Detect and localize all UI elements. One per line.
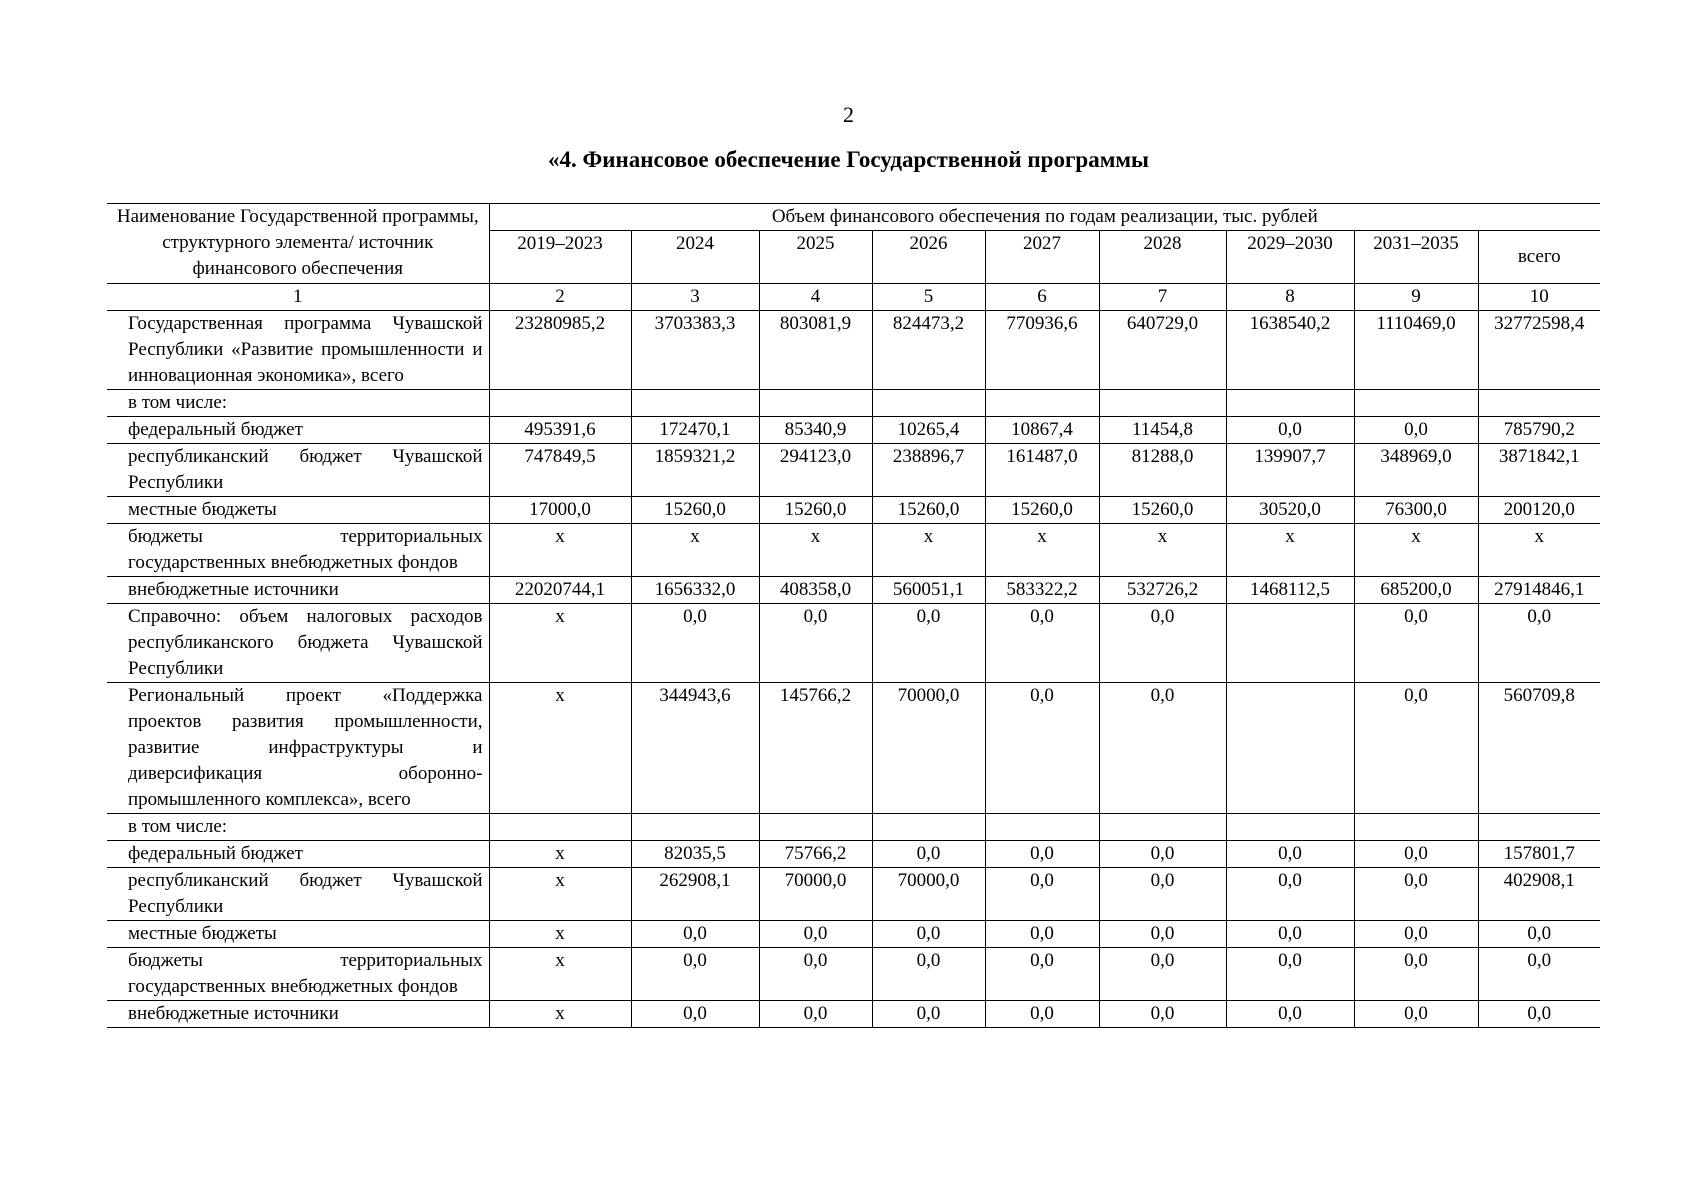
year-header: 2025 xyxy=(759,231,872,284)
value-cell xyxy=(872,814,985,841)
value-cell: 560051,1 xyxy=(872,577,985,604)
value-cell xyxy=(759,814,872,841)
value-cell xyxy=(1226,683,1354,814)
table-row xyxy=(107,524,1600,577)
value-cell: 0,0 xyxy=(1099,948,1226,1001)
value-cell: 1656332,0 xyxy=(631,577,759,604)
value-cell: 0,0 xyxy=(985,868,1099,921)
value-cell: 145766,2 xyxy=(759,683,872,814)
table-row xyxy=(107,683,1600,814)
header-volume-cell: Объем финансового обеспечения по годам реализации, тыс. рублей xyxy=(489,204,1600,231)
value-cell: 15260,0 xyxy=(631,497,759,524)
value-cell: х xyxy=(985,524,1099,577)
value-cell xyxy=(631,814,759,841)
value-cell: 0,0 xyxy=(985,921,1099,948)
value-cell: 17000,0 xyxy=(489,497,631,524)
value-cell: 0,0 xyxy=(872,841,985,868)
value-cell: 0,0 xyxy=(872,948,985,1001)
value-cell: 747849,5 xyxy=(489,444,631,497)
value-cell: 15260,0 xyxy=(759,497,872,524)
value-cell: 583322,2 xyxy=(985,577,1099,604)
column-number: 4 xyxy=(759,284,872,311)
value-cell: 0,0 xyxy=(1099,868,1226,921)
value-cell: х xyxy=(489,948,631,1001)
year-header: 2031–2035 xyxy=(1354,231,1478,284)
row-label: местные бюджеты xyxy=(107,921,489,948)
value-cell: 0,0 xyxy=(1099,683,1226,814)
value-cell: 0,0 xyxy=(1226,841,1354,868)
value-cell: 22020744,1 xyxy=(489,577,631,604)
row-label: бюджеты территориальных государственных внебюджетных фондов xyxy=(107,524,489,577)
value-cell: 0,0 xyxy=(872,1001,985,1028)
year-header: 2026 xyxy=(872,231,985,284)
value-cell: 0,0 xyxy=(1226,868,1354,921)
value-cell: 70000,0 xyxy=(759,868,872,921)
value-cell: 262908,1 xyxy=(631,868,759,921)
column-number: 6 xyxy=(985,284,1099,311)
value-cell: 11454,8 xyxy=(1099,417,1226,444)
value-cell: х xyxy=(1099,524,1226,577)
value-cell: 0,0 xyxy=(1099,921,1226,948)
value-cell: 76300,0 xyxy=(1354,497,1478,524)
value-cell: х xyxy=(489,1001,631,1028)
row-label: местные бюджеты xyxy=(107,497,489,524)
value-cell: 0,0 xyxy=(1354,921,1478,948)
value-cell: 0,0 xyxy=(1226,948,1354,1001)
value-cell: 824473,2 xyxy=(872,311,985,390)
table-row xyxy=(107,1001,1600,1028)
value-cell: 0,0 xyxy=(1478,948,1600,1001)
value-cell xyxy=(1099,814,1226,841)
value-cell: 0,0 xyxy=(985,604,1099,683)
value-cell: 408358,0 xyxy=(759,577,872,604)
value-cell: х xyxy=(1226,524,1354,577)
value-cell: 294123,0 xyxy=(759,444,872,497)
value-cell: 3871842,1 xyxy=(1478,444,1600,497)
value-cell: 0,0 xyxy=(1478,1001,1600,1028)
value-cell xyxy=(1478,814,1600,841)
value-cell xyxy=(631,390,759,417)
value-cell: 0,0 xyxy=(1354,604,1478,683)
header-name-cell: Наименование Государственной программы, структурного элемента/ источник финансового обеспечения xyxy=(107,204,489,284)
value-cell: 0,0 xyxy=(1099,604,1226,683)
value-cell: 1110469,0 xyxy=(1354,311,1478,390)
value-cell: 0,0 xyxy=(1099,1001,1226,1028)
year-header: 2028 xyxy=(1099,231,1226,284)
value-cell: х xyxy=(489,841,631,868)
value-cell: х xyxy=(489,683,631,814)
value-cell: 640729,0 xyxy=(1099,311,1226,390)
value-cell: 770936,6 xyxy=(985,311,1099,390)
value-cell: 161487,0 xyxy=(985,444,1099,497)
value-cell xyxy=(1226,390,1354,417)
value-cell: 23280985,2 xyxy=(489,311,631,390)
row-label: Региональный проект «Поддержка проектов развития промышленности, развитие инфраструктуры и диверсификация оборонно-промышленного комплекса», всего xyxy=(107,683,489,814)
row-label: в том числе: xyxy=(107,814,489,841)
value-cell: 1638540,2 xyxy=(1226,311,1354,390)
value-cell: 139907,7 xyxy=(1226,444,1354,497)
value-cell xyxy=(985,390,1099,417)
page-number: 2 xyxy=(843,102,854,127)
value-cell: х xyxy=(872,524,985,577)
column-number: 2 xyxy=(489,284,631,311)
value-cell: 157801,7 xyxy=(1478,841,1600,868)
table-row xyxy=(107,604,1600,683)
value-cell xyxy=(1226,814,1354,841)
value-cell xyxy=(1354,814,1478,841)
value-cell: 0,0 xyxy=(631,1001,759,1028)
column-number: 3 xyxy=(631,284,759,311)
row-label: в том числе: xyxy=(107,390,489,417)
value-cell: 1468112,5 xyxy=(1226,577,1354,604)
table-row xyxy=(107,948,1600,1001)
table-row xyxy=(107,444,1600,497)
value-cell xyxy=(872,390,985,417)
value-cell: 0,0 xyxy=(631,604,759,683)
table-row xyxy=(107,390,1600,417)
value-cell: 803081,9 xyxy=(759,311,872,390)
value-cell: 0,0 xyxy=(1099,841,1226,868)
year-header: всего xyxy=(1478,231,1600,284)
value-cell xyxy=(1354,390,1478,417)
table-body xyxy=(107,284,1600,1028)
value-cell: 15260,0 xyxy=(1099,497,1226,524)
value-cell xyxy=(489,390,631,417)
row-label: Справочно: объем налоговых расходов республиканского бюджета Чувашской Республики xyxy=(107,604,489,683)
value-cell: 0,0 xyxy=(1354,417,1478,444)
value-cell: 0,0 xyxy=(872,921,985,948)
value-cell: 75766,2 xyxy=(759,841,872,868)
table-row xyxy=(107,311,1600,390)
value-cell: 70000,0 xyxy=(872,868,985,921)
value-cell: 70000,0 xyxy=(872,683,985,814)
value-cell: 85340,9 xyxy=(759,417,872,444)
value-cell: 348969,0 xyxy=(1354,444,1478,497)
value-cell xyxy=(489,814,631,841)
row-label: внебюджетные источники xyxy=(107,577,489,604)
year-header: 2027 xyxy=(985,231,1099,284)
column-number: 10 xyxy=(1478,284,1600,311)
row-label: федеральный бюджет xyxy=(107,417,489,444)
value-cell: 0,0 xyxy=(631,948,759,1001)
value-cell xyxy=(759,390,872,417)
column-number: 1 xyxy=(107,284,489,311)
value-cell: 172470,1 xyxy=(631,417,759,444)
value-cell: 560709,8 xyxy=(1478,683,1600,814)
document-title: «4. Финансовое обеспечение Государственной программы xyxy=(548,147,1149,172)
row-label: республиканский бюджет Чувашской Республики xyxy=(107,868,489,921)
value-cell: 0,0 xyxy=(1226,1001,1354,1028)
value-cell: 0,0 xyxy=(985,683,1099,814)
value-cell: 0,0 xyxy=(1478,921,1600,948)
value-cell: 1859321,2 xyxy=(631,444,759,497)
value-cell: 344943,6 xyxy=(631,683,759,814)
value-cell xyxy=(985,814,1099,841)
value-cell: 0,0 xyxy=(1478,604,1600,683)
value-cell: 532726,2 xyxy=(1099,577,1226,604)
column-number: 8 xyxy=(1226,284,1354,311)
value-cell: 0,0 xyxy=(1354,841,1478,868)
row-label: республиканский бюджет Чувашской Республики xyxy=(107,444,489,497)
row-label: внебюджетные источники xyxy=(107,1001,489,1028)
value-cell: 0,0 xyxy=(631,921,759,948)
value-cell: 0,0 xyxy=(1354,1001,1478,1028)
value-cell: 0,0 xyxy=(759,921,872,948)
table-row xyxy=(107,497,1600,524)
value-cell: х xyxy=(489,524,631,577)
value-cell: х xyxy=(489,868,631,921)
value-cell: 785790,2 xyxy=(1478,417,1600,444)
value-cell: 0,0 xyxy=(1226,921,1354,948)
value-cell: 0,0 xyxy=(1226,417,1354,444)
table-row xyxy=(107,841,1600,868)
value-cell xyxy=(1478,390,1600,417)
table-row xyxy=(107,868,1600,921)
value-cell: 15260,0 xyxy=(872,497,985,524)
value-cell: х xyxy=(1354,524,1478,577)
value-cell: 495391,6 xyxy=(489,417,631,444)
value-cell: 32772598,4 xyxy=(1478,311,1600,390)
value-cell: х xyxy=(489,604,631,683)
value-cell: 402908,1 xyxy=(1478,868,1600,921)
column-number: 9 xyxy=(1354,284,1478,311)
table-row xyxy=(107,417,1600,444)
value-cell: 82035,5 xyxy=(631,841,759,868)
value-cell: 685200,0 xyxy=(1354,577,1478,604)
value-cell: 10867,4 xyxy=(985,417,1099,444)
row-label: бюджеты территориальных государственных внебюджетных фондов xyxy=(107,948,489,1001)
value-cell: 81288,0 xyxy=(1099,444,1226,497)
value-cell: 27914846,1 xyxy=(1478,577,1600,604)
value-cell: 200120,0 xyxy=(1478,497,1600,524)
row-label: федеральный бюджет xyxy=(107,841,489,868)
value-cell: 238896,7 xyxy=(872,444,985,497)
value-cell: 3703383,3 xyxy=(631,311,759,390)
year-header: 2019–2023 xyxy=(489,231,631,284)
row-label: Государственная программа Чувашской Республики «Развитие промышленности и инновационная экономика», всего xyxy=(107,311,489,390)
value-cell: 0,0 xyxy=(872,604,985,683)
value-cell: 0,0 xyxy=(1354,683,1478,814)
year-header: 2029–2030 xyxy=(1226,231,1354,284)
value-cell: 0,0 xyxy=(985,948,1099,1001)
value-cell: 10265,4 xyxy=(872,417,985,444)
value-cell: 0,0 xyxy=(759,1001,872,1028)
year-header: 2024 xyxy=(631,231,759,284)
value-cell: х xyxy=(489,921,631,948)
header-row xyxy=(107,204,1600,231)
value-cell: 0,0 xyxy=(1354,948,1478,1001)
value-cell: 30520,0 xyxy=(1226,497,1354,524)
financing-table xyxy=(107,203,1600,1028)
value-cell: 0,0 xyxy=(759,604,872,683)
value-cell: 0,0 xyxy=(985,841,1099,868)
table-row xyxy=(107,814,1600,841)
table-row xyxy=(107,577,1600,604)
column-number: 7 xyxy=(1099,284,1226,311)
table-row xyxy=(107,921,1600,948)
value-cell: х xyxy=(1478,524,1600,577)
value-cell: 0,0 xyxy=(759,948,872,1001)
value-cell: х xyxy=(759,524,872,577)
value-cell: х xyxy=(631,524,759,577)
column-number: 5 xyxy=(872,284,985,311)
value-cell: 15260,0 xyxy=(985,497,1099,524)
value-cell: 0,0 xyxy=(1354,868,1478,921)
value-cell: 0,0 xyxy=(985,1001,1099,1028)
value-cell xyxy=(1099,390,1226,417)
value-cell xyxy=(1226,604,1354,683)
column-number-row xyxy=(107,284,1600,311)
